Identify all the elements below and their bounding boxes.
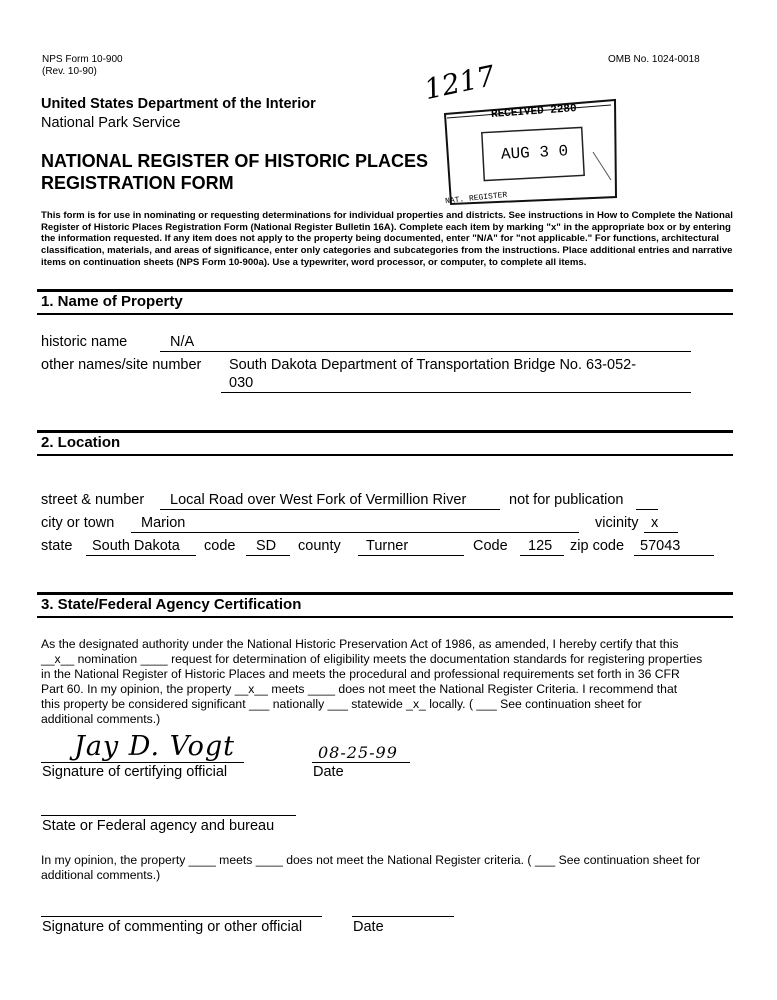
form-number: NPS Form 10-900: [42, 54, 123, 65]
instructions-block: [41, 210, 741, 269]
zip-value[interactable]: 57043: [640, 538, 681, 554]
cert-line: in the National Register of Historic Places and meets the procedural and professional requirements set forth in 36 CFR: [41, 667, 680, 681]
street-label: street & number: [41, 492, 145, 508]
vicinity-label: vicinity: [595, 515, 639, 531]
signature-line: [41, 762, 244, 763]
section3-top-rule: [37, 592, 733, 595]
received-stamp: [443, 92, 618, 207]
instructions-line: This form is for use in nominating or requesting determinations for individual properties and districts. See instructions in How to Complete the National: [41, 210, 733, 221]
other-names-label: other names/site number: [41, 357, 202, 373]
handwritten-date: 08-25-99: [318, 743, 398, 762]
commenting-signature-label: Signature of commenting or other official: [42, 919, 303, 935]
county-code-label: Code: [473, 538, 508, 554]
other-names-value-line1[interactable]: South Dakota Department of Transportation Bridge No. 63-052-: [229, 357, 637, 373]
historic-name-value[interactable]: N/A: [170, 334, 195, 350]
county-value[interactable]: Turner: [366, 538, 409, 554]
section1-top-rule: [37, 289, 733, 292]
code-value[interactable]: SD: [256, 538, 277, 554]
code-underline: [246, 555, 290, 556]
code-label: code: [204, 538, 236, 554]
commenting-date-label: Date: [353, 919, 384, 935]
cert-line: Part 60. In my opinion, the property __x__ meets ____ does not meet the National Register Criteria. I recommend that: [41, 682, 678, 696]
other-names-underline: [221, 392, 691, 393]
cert-line: __x__ nomination ____ request for determination of eligibility meets the documentation standards for registering properties: [41, 652, 703, 666]
handwritten-number: 1217: [421, 58, 498, 107]
state-underline: [86, 555, 196, 556]
opinion-line: In my opinion, the property ____ meets ____ does not meet the National Register criteria. ( ___ See continuation sheet for: [41, 853, 701, 867]
opinion-text: [41, 853, 741, 883]
section3-title: 3. State/Federal Agency Certification: [41, 596, 302, 613]
city-label: city or town: [41, 515, 115, 531]
state-value[interactable]: South Dakota: [92, 538, 180, 554]
agency-line: [41, 815, 296, 816]
section2-top-rule: [37, 430, 733, 433]
commenting-date-line: [352, 916, 454, 917]
city-underline: [131, 532, 579, 533]
cert-line: As the designated authority under the National Historic Preservation Act of 1986, as amended, I hereby certify that this: [41, 637, 679, 651]
opinion-line: additional comments.): [41, 868, 161, 882]
city-value[interactable]: Marion: [141, 515, 186, 531]
form-revision: (Rev. 10-90): [42, 66, 97, 77]
agency-label: State or Federal agency and bureau: [42, 818, 275, 834]
instructions-line: Register of Historic Places Registration Form (National Register Bulletin 16A). Complete each item by marking "x" in the appropriate box or by entering: [41, 221, 731, 233]
department-name: United States Department of the Interior: [41, 96, 316, 112]
historic-name-label: historic name: [41, 334, 128, 350]
historic-name-underline: [160, 351, 691, 352]
county-underline: [358, 555, 464, 556]
instructions-line: the information requested. If any item does not apply to the property being documented, enter "N/A" for "not applicable." For functions, architectural: [41, 233, 720, 245]
stamp-received-text: RECEIVED 2280: [490, 103, 578, 121]
commenting-signature-line: [41, 916, 322, 917]
state-label: state: [41, 538, 73, 554]
county-code-underline: [520, 555, 564, 556]
form-title-line1: NATIONAL REGISTER OF HISTORIC PLACES: [41, 151, 429, 171]
instructions-line: classification, materials, and areas of significance, enter only categories and subcategories from the instructions. Place additional entries and narrative: [41, 245, 733, 257]
county-label: county: [298, 538, 341, 554]
section2-bottom-rule: [37, 454, 733, 456]
section2-title: 2. Location: [41, 434, 121, 451]
cert-line: this property be considered significant ___ nationally ___ statewide _x_ locally. ( ___ See continuation sheet for: [41, 697, 642, 711]
zip-underline: [634, 555, 714, 556]
agency-name: National Park Service: [41, 115, 181, 131]
county-code-value[interactable]: 125: [528, 538, 553, 554]
other-names-value-line2[interactable]: 030: [229, 375, 254, 391]
instructions-line: items on continuation sheets (NPS Form 10-900a). Use a typewriter, word processor, or computer, to complete all items.: [41, 256, 587, 268]
street-underline: [160, 509, 500, 510]
omb-number: OMB No. 1024-0018: [608, 54, 700, 65]
date-line: [312, 762, 410, 763]
street-value[interactable]: Local Road over West Fork of Vermillion River: [170, 492, 467, 508]
certification-text: [41, 637, 741, 727]
not-for-publication-label: not for publication: [509, 492, 624, 508]
vicinity-value[interactable]: x: [651, 515, 659, 531]
zip-label: zip code: [570, 538, 625, 554]
signature-label: Signature of certifying official: [42, 764, 228, 780]
cert-line: additional comments.): [41, 712, 161, 726]
form-title-line2: REGISTRATION FORM: [41, 173, 234, 193]
handwritten-signature: Jay D. Vogt: [74, 731, 236, 762]
section3-bottom-rule: [37, 616, 733, 618]
not-for-publication-checkbox[interactable]: [636, 509, 658, 510]
stamp-date-text: AUG 3 0: [500, 142, 569, 164]
vicinity-underline: [644, 532, 678, 533]
date-label: Date: [313, 764, 344, 780]
section1-bottom-rule: [37, 313, 733, 315]
stamp-register-text: NAT. REGISTER: [444, 190, 508, 207]
section1-title: 1. Name of Property: [41, 293, 183, 310]
